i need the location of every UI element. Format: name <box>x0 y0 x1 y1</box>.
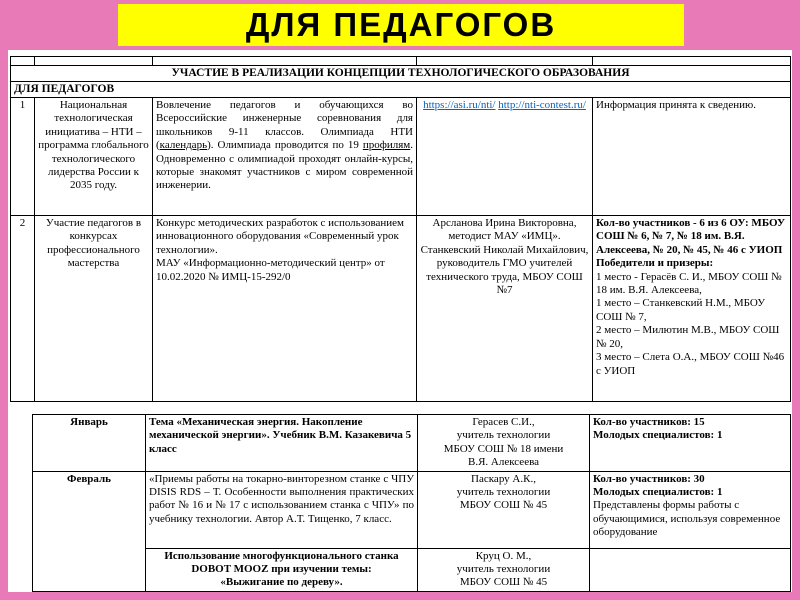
initiative-name-cell: Национальная технологическая инициатива – НТИ – программа глобального технологического лидерства России к 2035 году. <box>35 98 153 216</box>
result-cell <box>593 216 791 402</box>
teacher-cell: Герасев С.И., учитель технологии МБОУ СОШ № 18 имени В.Я. Алексеева <box>418 415 590 472</box>
description-text: Вовлечение педагогов и обучающихся во Всероссийские инженерные соревнования для школьников 9-11 классов. Олимпиада НТИ ( <box>156 99 413 152</box>
empty-cell <box>11 57 35 66</box>
month-cell: Январь <box>33 415 146 472</box>
month-cell: Февраль <box>33 471 146 591</box>
empty-cell <box>593 57 791 66</box>
main-table <box>10 56 791 402</box>
description-text: ). Олимпиада проводится по 19 <box>207 139 363 152</box>
calendar-link[interactable]: календарь <box>159 139 208 152</box>
teacher-cell: Паскару А.К., учитель технологии МБОУ СОШ № 45 <box>418 471 590 548</box>
empty-cell <box>153 57 417 66</box>
links-cell <box>417 98 593 216</box>
table-row <box>33 415 791 472</box>
empty-cell <box>417 57 593 66</box>
monthly-table <box>32 414 791 592</box>
teacher-cell: Круц О. М., учитель технологии МБОУ СОШ № 45 <box>418 548 590 591</box>
title-banner <box>118 4 684 46</box>
table-row <box>11 98 791 216</box>
contacts-cell: Арсланова Ирина Викторовна, методист МАУ «ИМЦ». Станкевский Николай Михайлович, руководитель ГМО учителей технического труда, МБОУ СОШ №7 <box>417 216 593 402</box>
page-title: ДЛЯ ПЕДАГОГОВ <box>245 6 557 43</box>
participants-summary: Кол-во участников - 6 из 6 ОУ: МБОУ СОШ № 6, № 7, № 18 им. В.Я. Алексеева, № 20, № 45, № 46 с УИОП Победители и призеры: <box>596 217 786 270</box>
section-row <box>11 82 791 98</box>
topic-cell: «Приемы работы на токарно-винторезном станке с ЧПУ DISIS RDS – Т. Особенности выполнения практических работ № 16 и № 17 с использованием станка с ЧПУ» по учебнику технологии. Автор А.Т. Тищенко, 7 класс. <box>146 471 418 548</box>
empty-cell <box>35 57 153 66</box>
participants-summary: Кол-во участников: 30 Молодых специалистов: 1 <box>593 472 723 499</box>
result-cell <box>590 548 791 591</box>
result-note: Представлены формы работы с обучающимися, используя современное оборудование <box>593 499 781 539</box>
result-cell: Кол-во участников: 15 Молодых специалистов: 1 <box>590 415 791 472</box>
description-cell: Конкурс методических разработок с использованием инновационного оборудования «Современный урок технологии». МАУ «Информационно-методический центр» от 10.02.2020 № ИМЦ-15-292/0 <box>153 216 417 402</box>
row-number: 2 <box>11 216 35 402</box>
result-cell: Информация принята к сведению. <box>593 98 791 216</box>
document-area <box>8 50 792 592</box>
activity-name-cell: Участие педагогов в конкурсах профессионального мастерства <box>35 216 153 402</box>
winners-list: 1 место - Герасёв С. И., МБОУ СОШ № 18 им. В.Я. Алексеева, 1 место – Станкевский Н.М., МБОУ СОШ № 7, 2 место – Милютин М.В., МБОУ СОШ № 20, 3 место – Слета О.А., МБОУ СОШ №46 с УИОП <box>596 270 785 377</box>
nti-contest-link[interactable]: http://nti-contest.ru/ <box>498 99 586 112</box>
description-text: . Одновременно с олимпиадой проходят онлайн-курсы, которые знакомят участников с миром современной инженерии. <box>156 139 413 192</box>
empty-row <box>11 57 791 66</box>
description-cell <box>153 98 417 216</box>
table-title: УЧАСТИЕ В РЕАЛИЗАЦИИ КОНЦЕПЦИИ ТЕХНОЛОГИЧЕСКОГО ОБРАЗОВАНИЯ <box>11 66 791 82</box>
table-row <box>11 216 791 402</box>
profiles-link[interactable]: профилям <box>362 139 411 152</box>
table-row <box>33 548 791 591</box>
section-label: ДЛЯ ПЕДАГОГОВ <box>11 82 791 98</box>
table-row <box>33 471 791 548</box>
asi-nti-link[interactable]: https://asi.ru/nti/ <box>423 99 496 112</box>
topic-cell: Использование многофункционального станка DOBOT MOOZ при изучении темы: «Выжигание по дереву». <box>146 548 418 591</box>
row-number: 1 <box>11 98 35 216</box>
topic-cell: Тема «Механическая энергия. Накопление механической энергии». Учебник В.М. Казакевича 5 класс <box>146 415 418 472</box>
table-header-row <box>11 66 791 82</box>
result-cell <box>590 471 791 548</box>
